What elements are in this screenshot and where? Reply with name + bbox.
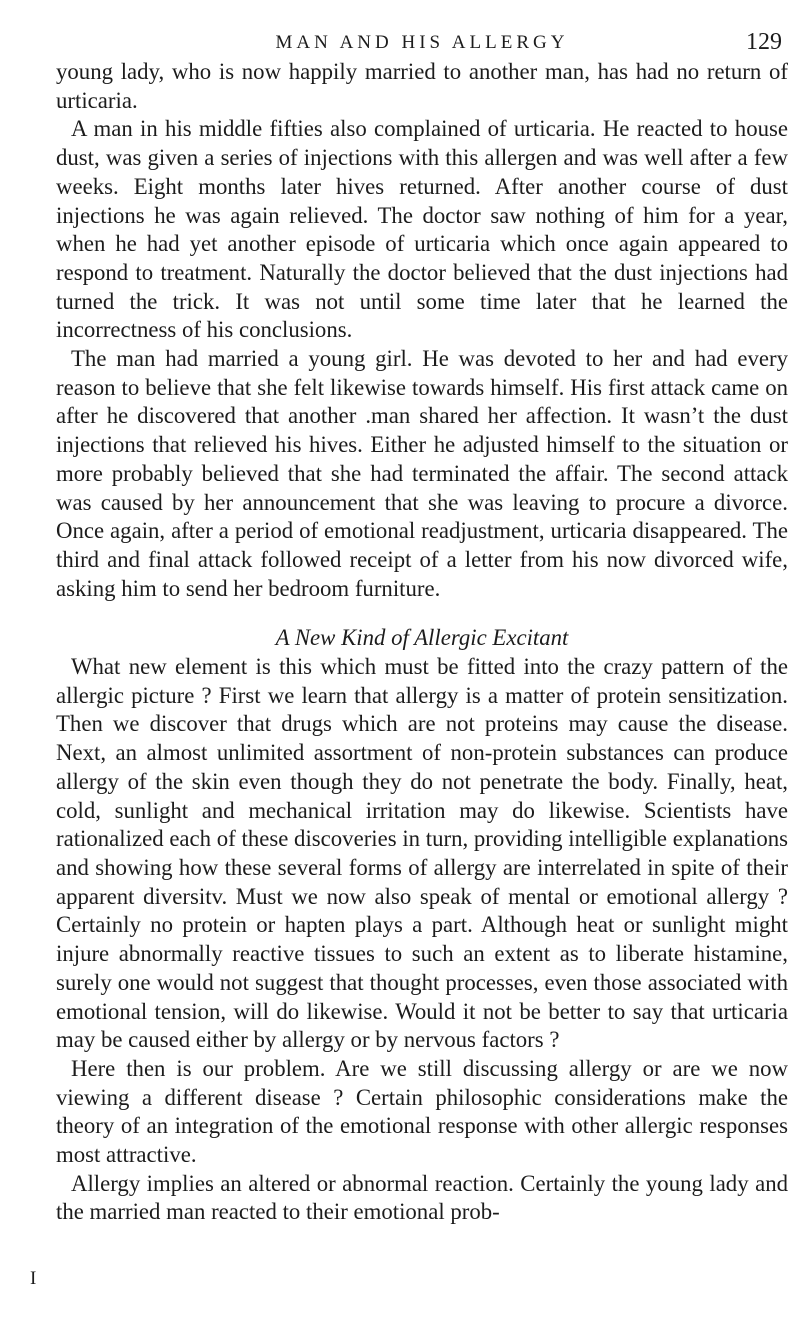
section-heading: A New Kind of Allergic Excitant	[275, 625, 569, 651]
signature-mark: I	[30, 1268, 37, 1289]
paragraph: A man in his middle fifties also complained of urticaria. He reacted to house dust, was given a series of injections with this allergen and was well after a few weeks. Eight months later hives returned. After another course of dust injections he was again relieved. The doctor saw nothing of him for a year, when he had yet another episode of urticaria which once again appeared to respond to treatment. Naturally the doctor believed that the dust injections had turned the trick. It was not until some time later that he learned the incorrectness of his conclusions.	[56, 116, 788, 343]
book-page	[56, 0, 788, 1227]
paragraph: What new element is this which must be fitted into the crazy pattern of the allergic picture ? First we learn that allergy is a matter of protein sensitization. Then we discover that drugs which are not proteins may cause the disease. Next, an almost unlimited assortment of non-protein substances can produce allergy of the skin even though they do not penetrate the body. Finally, heat, cold, sunlight and mechanical irritation may do likewise. Scientists have rationalized each of these discoveries in turn, providing intelligible explanations and showing how these several forms of allergy are interrelated in spite of their apparent diversitv. Must we now also speak of mental or emotional allergy ? Certainly no protein or hapten plays a part. Although heat or sunlight might injure abnormally reactive tissues to such an extent as to liberate histamine, surely one would not suggest that thought processes, even those associated with emotional tension, will do likewise. Would it not be better to say that urticaria may be caused either by allergy or by nervous factors ?	[56, 654, 788, 1053]
running-head	[56, 0, 788, 58]
running-title: MAN AND HIS ALLERGY	[275, 32, 569, 53]
paragraph: The man had married a young girl. He was devoted to her and had every reason to believe that she felt likewise towards himself. His first attack came on after he discovered that another .man shared her affection. It wasn’t the dust injections that relieved his hives. Either he adjusted himself to the situation or more probably believed that she had terminated the affair. The second attack was caused by her announcement that she was leaving to procure a divorce. Once again, after a period of emotional readjustment, urticaria disappeared. The third and final attack followed receipt of a letter from his now divorced wife, asking him to send her bedroom furniture.	[56, 346, 788, 601]
paragraph: Here then is our problem. Are we still discussing allergy or are we now viewing a different disease ? Certain philosophic considerations make the theory of an integration of the emotional response with other allergic responses most attractive.	[56, 1055, 788, 1168]
paragraph: Allergy implies an altered or abnormal reaction. Certainly the young lady and the married man reacted to their emotional prob-	[56, 1170, 788, 1225]
paragraph-continued: young lady, who is now happily married to another man, has had no return of urticaria.	[56, 59, 788, 113]
page-number: 129	[746, 29, 782, 55]
body-text	[56, 58, 788, 1227]
